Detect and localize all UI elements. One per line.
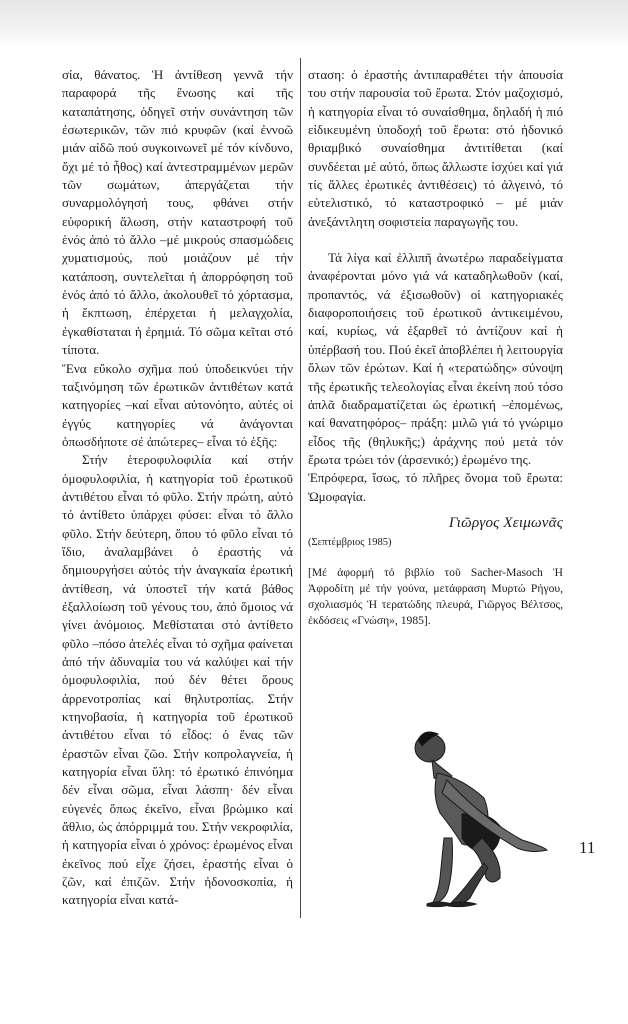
left-column [62,66,293,910]
page-number: 11 [579,838,596,857]
left-paragraph-2: Ἕνα εὔκολο σχῆμα πού ὑποδεικνύει τήν ταξινόμηση τῶν ἐρωτικῶν ἀντιθέτων κατά κατηγορίες –καί εἶναι αὐτονόητο, αὐτές οἱ ἐγγύς κατηγορίες νά ἀνάγονται ὁπωσδήποτε σέ ἀπώτερες– εἶναι τό ἑξῆς: [62,360,293,449]
bibliographic-note: [Μέ ἀφορμή τό βιβλίο τοῦ Sacher-Masoch Ἡ Ἀφροδίτη μέ τήν γούνα, μετάφραση Μυρτώ Ρήγου, σχολιασμός Ἡ τερατώδης πλευρά, Γιῶργος Βέλτσος, ἐκδόσεις «Γνώση», 1985]. [308,565,563,627]
author-signature: Γιῶργος Χειμωνᾶς [448,514,563,531]
left-paragraph-3: Στήν ἑτεροφυλοφιλία καί στήν ὁμοφυλοφιλία, ἡ κατηγορία τοῦ ἐρωτικοῦ ἀντιθέτου εἶναι τό φῦλο. Στήν πρώτη, αὐτό τό ἀντίθετο ὑπάρχει φύσει: εἶναι τό ἄλλο φῦλο. Στήν δεύτερη, ὅπου τό φῦλο εἶναι τό ἴδιο, ἀναλαμβάνει ὁ ἐραστής νά δημιουργήσει αὐτός τήν ἀναγκαία ἐρωτική ἀντίθεση, νά ὑποστεῖ τήν κατά βάθος ἐξαλλοίωση τοῦ γένους του, ἀπό ὅμοιος νά γίνει ἀνόμοιος. Μεθίσταται στό ἀντίθετο φῦλο –πόσο ἀτελές εἶναι τό σχῆμα φαίνεται ἀπό τήν ἀδυναμία του νά καλύψει καί τήν ὁμοφυλοφιλία, πού δέν θέτει ὅρους ἀρρενοτροπίας καί θηλυτροπίας. Στήν κτηνοβασία, ἡ κατηγορία τοῦ ἐρωτικοῦ ἀντιθέτου εἶναι τό εἶδος: ὁ ἕνας τῶν ἐραστῶν εἶναι ζῶο. Στήν κοπρολαγνεία, ἡ κατηγορία εἶναι ὕλη: τό ἐρωτικό ἐπινόημα δέν εἶναι σῶμα, εἶναι λάσπη· δέν εἶναι εὐγενές ὅπως ἐκεῖνο, εἶναι βρώμικο καί ἄθλιο, ὡς ἀπόρριμμά του. Στήν νεκροφιλία, ἡ κατηγορία εἶναι ὁ χρόνος: ἐρωμένος εἶναι ἐκεῖνος πού εἶχε ζήσει, ἐραστής εἶναι ὁ ζῶν, καί ἐπιζῶν. Στήν ἠδονοσκοπία, ἡ κατηγορία εἶναι κατά- [62,452,293,908]
right-column [308,66,563,629]
right-paragraph-2: Τά λίγα καί ἐλλιπῆ ἀνωτέρω παραδείγματα ἀναφέρονται μόνο γιά νά καταδηλωθοῦν (καί, προπαντός, νά ἐξισωθοῦν) οἱ κατηγοριακές διαφοροποιήσεις τοῦ ἐρωτικοῦ ἀντικειμένου, καί, κυρίως, νά ἐξαρθεῖ τό ἀντίζουν καί ἡ ὑπέρβασή του. Πού ἐκεῖ ἀποβλέπει ἡ λειτουργία ὅλων τῶν ἐρώτων. Καί ἡ «τερατώδης» σύνοψη τῆς ἐρωτικῆς τελεολογίας εἶναι ἐκείνη πού τόσο ἁπλᾶ διαδραματίζεται ὡς ἐρωτική –ἐπομένως, καί θανατηφόρος– πράξη: μιλῶ γιά τό γνώριμο εἶδος τῆς (θηλυκῆς;) ἀράχνης πού μετά τόν ἔρωτα τρώει τόν (ἀρσενικό;) ἐρωμένο της. [308,250,563,467]
right-paragraph-3: Ἐπρόφερα, ἴσως, τό πλῆρες ὄνομα τοῦ ἔρωτα: Ὠμοφαγία. [308,470,563,504]
left-paragraph-1: σία, θάνατος. Ἡ ἀντίθεση γεννᾶ τήν παραφορά τῆς ἕνωσης καί τῆς καταπάτησης, ὁδηγεῖ στήν συνάντηση τῶν ἐσωτερικῶν, τῶν πιό κρυφῶν (καί ἐννοῶ μιάν αἰδῶ πού συγκοινωνεῖ μέ τόν κίνδυνο, ὄχι μέ τό ἦθος) καί ἀντεστραμμένων μερῶν τῶν σωμάτων, ἀπεργάζεται τήν συναρμολόγησή τους, φθάνει στήν εὐφορική ἅλωση, στήν καταστροφή τοῦ ἑνός ἀπό τό ἄλλο –μέ μικρούς σπασμώδεις χυματισμούς, πού μοιάζουν μέ τήν κατάποση, συντελεῖται ἡ ἀπορρόφηση τοῦ ἑνός ἀπό τό ἄλλο, ἀκολουθεῖ τό χόρτασμα, ἡ ἔκπτωση, ἐπέρχεται ἡ μελαγχολία, ἐγκαθίσταται ἡ ἐρημιά. Τό σῶμα κεῖται στό τίποτα. [62,67,293,358]
right-paragraph-1: σταση: ὁ ἐραστής ἀντιπαραθέτει τήν ἀπουσία του στήν παρουσία τοῦ ἔρωτα. Στόν μαζοχισμό, ἡ κατηγορία εἶναι τό συναίσθημα, δηλαδή ἡ πιό εἰδικευμένη ὑποδοχή τοῦ ἔρωτα: στό ἡδονικό θριαμβικό συναίσθημα ἀντιτίθεται (καί συνδέεται μέ αὐτό, ὅπως ἄλλωστε ἰσχύει καί γιά τίς ἄλλες ἐρωτικές ἀντιθέσεις) τό ἀλγεινό, τό εὐτελιστικό, τό καταστροφικό – μέ μιάν ἀνεξάντλητη σοφιστεία παραγωγῆς του. [308,67,563,229]
crouching-figure-illustration [392,718,554,908]
column-divider [300,58,301,918]
date-line: (Σεπτέμβριος 1985) [308,537,392,549]
top-scan-shadow [0,0,628,46]
